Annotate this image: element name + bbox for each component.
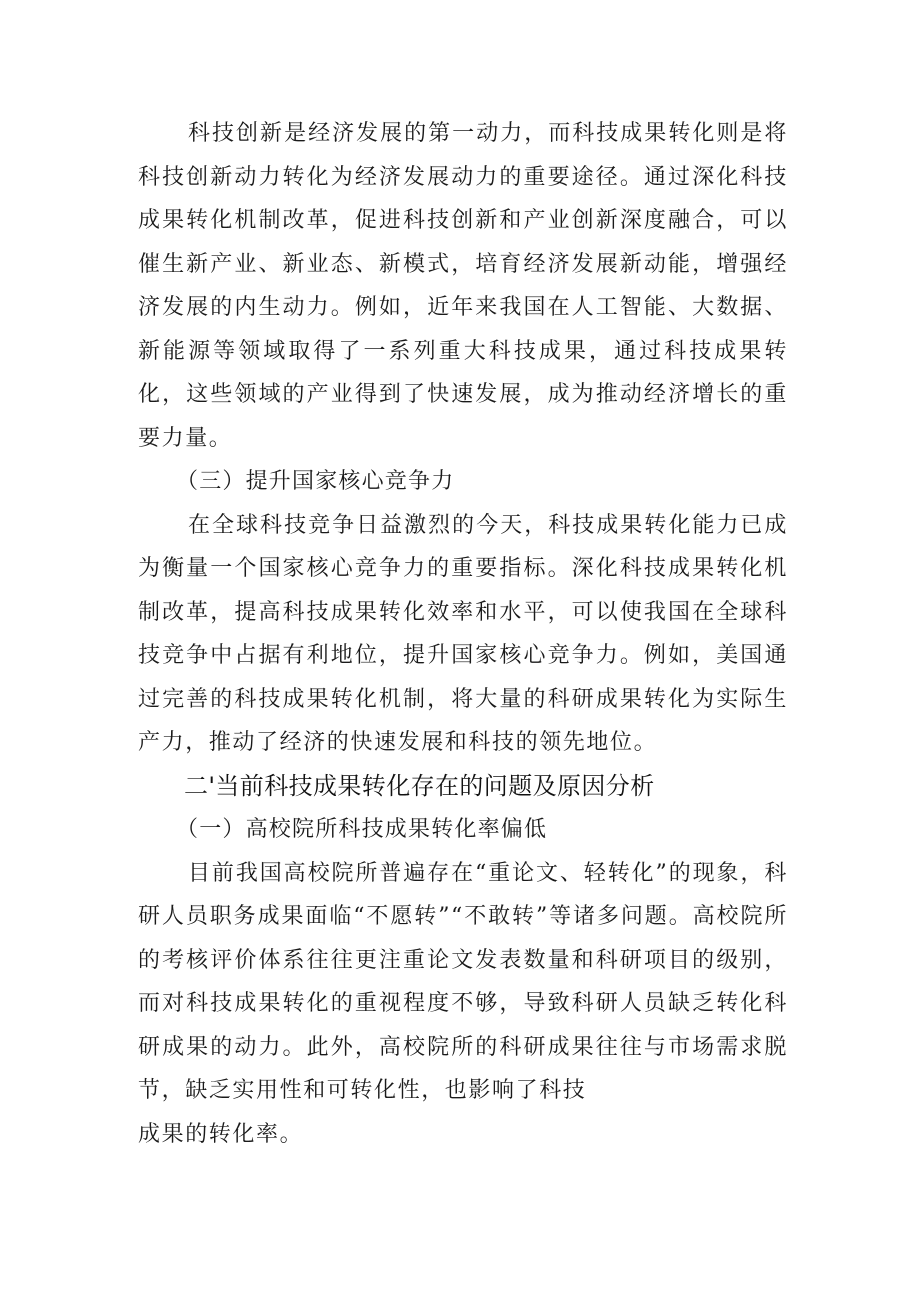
paragraph-global-competition: 在全球科技竞争日益激烈的今天，科技成果转化能力已成为衡量一个国家核心竞争力的重要指标。深化科技成果转化机制改革，提高科技成果转化效率和水平，可以使我国在全球科技竞争中占据有利地位，提升国家核心竞争力。例如，美国通过完善的科技成果转化机制，将大量的科研成果转化为实际生产力，推动了经济的快速发展和科技的领先地位。 [138,512,788,755]
subheading-low-conversion-rate: （一）高校院所科技成果转化率偏低 [176,817,548,842]
subheading-national-competitiveness: （三）提升国家核心竞争力 [176,469,455,494]
section-heading-problems: 二'当前科技成果转化存在的问题及原因分析 [184,771,655,800]
paragraph-universities-tail: 成果的转化率。 [138,1121,304,1147]
paragraph-universities: 目前我国高校院所普遍存在“重论文、轻转化”的现象，科研人员职务成果面临“不愿转”“不敢转”等诸多问题。高校院所的考核评价体系往往更注重论文发表数量和科研项目的级别，而对科技成果转化的重视程度不够，导致科研人员缺乏转化科研成果的动力。此外，高校院所的科研成果往往与市场需求脱节，缺乏实用性和可转化性，也影响了科技 [138,860,788,1103]
document-body [138,112,788,1156]
paragraph-economic-driver: 科技创新是经济发展的第一动力，而科技成果转化则是将科技创新动力转化为经济发展动力的重要途径。通过深化科技成果转化机制改革，促进科技创新和产业创新深度融合，可以催生新产业、新业态、新模式，培育经济发展新动能，增强经济发展的内生动力。例如，近年来我国在人工智能、大数据、新能源等领域取得了一系列重大科技成果，通过科技成果转化，这些领域的产业得到了快速发展，成为推动经济增长的重要力量。 [138,121,788,451]
